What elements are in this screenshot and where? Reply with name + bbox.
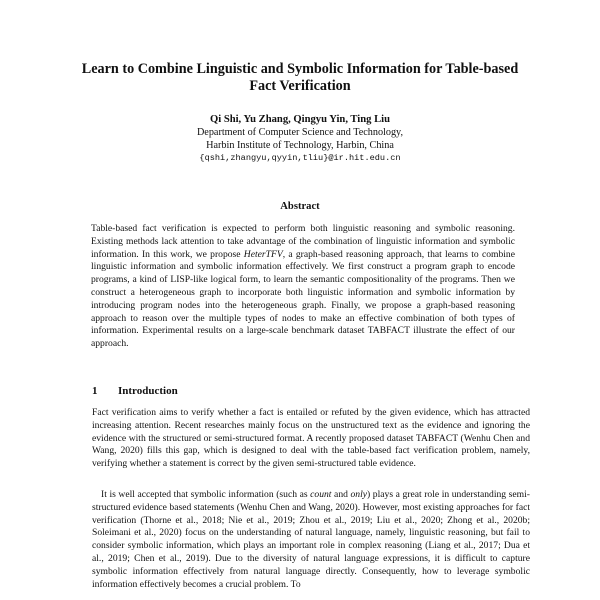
affiliation-line-2: Harbin Institute of Technology, Harbin, China bbox=[206, 140, 394, 151]
model-name: HeterTFV bbox=[243, 248, 283, 260]
intro-p2-part-2: and bbox=[331, 489, 351, 500]
paper-title bbox=[40, 61, 560, 95]
author-email: {qshi,zhangyu,qyyin,tliu}@ir.hit.edu.cn bbox=[199, 153, 401, 163]
intro-paragraph-2 bbox=[92, 489, 530, 591]
section-heading-introduction bbox=[92, 384, 178, 398]
intro-p2-em-only: only bbox=[350, 489, 368, 500]
abstract-text bbox=[91, 223, 515, 351]
abstract-part-1: Table-based fact verification is expected to perform both linguistic reasoning and symbolic reasoning. Existing methods lack attention to take advantage of the combination of linguistic information and symbolic information. In this work, we propose bbox=[91, 223, 515, 260]
title-line-1: Learn to Combine Linguistic and Symbolic Information for Table-based bbox=[81, 61, 519, 77]
section-title: Introduction bbox=[118, 385, 178, 397]
intro-p2-part-3: ) plays a great role in understanding semi-structured evidence based statements (Wenhu Chen and Wang, 2020). However, most existing approaches for fact verification (Thorne et al., 2018; Nie et al., 2019; Zhou et al., 2019; Liu et al., 2020; Zhong et al., 2020b; Soleimani et al., 2020) focus on the understanding of natural language, namely, linguistic reasoning, but fail to consider symbolic information, which plays an important role in complex reasoning (Liang et al., 2017; Dua et al., 2019; Chen et al., 2019). Due to the diversity of natural language expressions, it is difficult to capture symbolic information effectively from natural language directly. Consequently, how to leverage symbolic information effectively becomes a crucial problem. To bbox=[92, 489, 530, 590]
author-list: Qi Shi, Yu Zhang, Qingyu Yin, Ting Liu bbox=[210, 114, 390, 125]
abstract-part-2: , a graph-based reasoning approach, that learns to combine linguistic information and symbolic information effectively. We first construct a program graph to encode programs, a kind of LISP-like logical form, to learn the semantic compositionality of the programs. Then we construct a heterogeneous graph to incorporate both linguistic information and symbolic information by introducing program nodes into the heterogeneous graph. Finally, we propose a graph-based reasoning approach to reason over the multiple types of nodes to make an effective combination of both types of information. Experimental results on a large-scale benchmark dataset TABFACT illustrate the effect of our approach. bbox=[91, 248, 515, 350]
intro-p2-part-1: It is well accepted that symbolic information (such as bbox=[101, 489, 311, 500]
affiliation-line-1: Department of Computer Science and Technology, bbox=[196, 127, 404, 138]
title-line-2: Fact Verification bbox=[249, 78, 351, 94]
abstract-heading: Abstract bbox=[280, 201, 320, 212]
intro-p2-em-count: count bbox=[310, 489, 332, 500]
section-number: 1 bbox=[92, 385, 98, 397]
intro-paragraph-1: Fact verification aims to verify whether a fact is entailed or refuted by the given evidence, which has attracted increasing attention. Recent researches mainly focus on the unstructured text as the evidence and ignoring the evidence with the structured or semi-structured format. A recently proposed dataset TABFACT (Wenhu Chen and Wang, 2020) fills this gap, which is designed to deal with the table-based fact verification problem, namely, verifying whether a statement is correct by the given semi-structured table evidence. bbox=[92, 407, 530, 470]
